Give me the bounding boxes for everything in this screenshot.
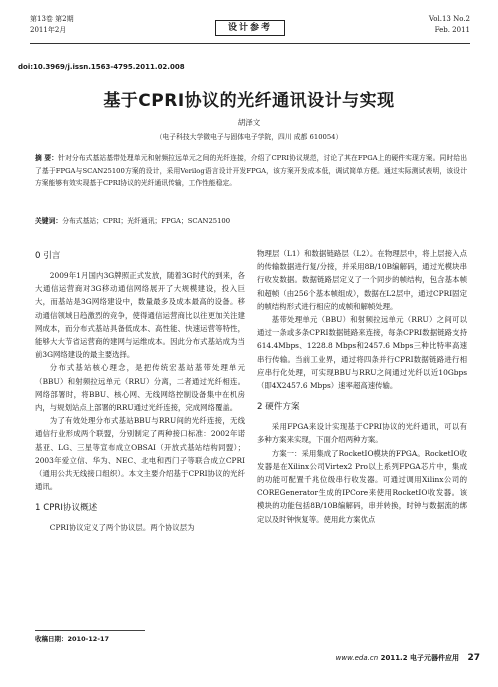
received-date: 收稿日期：2010-12-17 xyxy=(35,630,145,643)
paragraph: 为了有效处理分布式基站BBU与RRU间的光纤连接，无线通信行业形成两个联盟，分别制定了两种接口标准：2002年诺基亚、LG、三星等宣布成立OBSAI（开放式基站结构同盟）；2003年爱立信、华为、NEC、北电和西门子等联合成立CPRI（通用公共无线接口组织）。本文主要介绍基于CPRI协议的光纤通讯。 xyxy=(35,416,245,492)
section-badge: 设计参考 xyxy=(215,20,285,36)
header-left xyxy=(30,14,74,36)
page-number: 27 xyxy=(467,653,480,663)
section-heading-hardware: 2 硬件方案 xyxy=(257,402,300,413)
keywords-text: 分布式基站；CPRI；光纤通讯；FPGA；SCAN25100 xyxy=(62,217,231,225)
paragraph: 方案一：采用集成了RocketIO模块的FPGA。RocketIO收发器是在Xilinx公司Virtex2 Pro以上系列FPGA芯片中，集成的功能可配置千兆位级串行收发器。可通过调用Xilinx公司的COREGenerator生成的IPCore来使用RocketIO收发器。该模块的功能包括8B/10B编解码，串并转换，时钟与数据流的绑定以及时钟恢复等。使用此方案优点 xyxy=(257,448,467,524)
footer-journal: 2011.2 电子元器件应用 xyxy=(380,654,460,662)
author: 胡泽文 xyxy=(237,118,261,127)
section-heading-cpri: 1 CPRI协议概述 xyxy=(35,503,98,514)
doi: doi:10.3969/j.issn.1563-4795.2011.02.008 xyxy=(18,63,185,71)
volume-issue-en: Vol.13 No.2 xyxy=(428,15,470,23)
abstract xyxy=(35,152,467,190)
issue-date-en: Feb. 2011 xyxy=(434,26,470,34)
running-header xyxy=(30,14,470,44)
paragraph: 分布式基站核心理念，是把传统宏基站基带处理单元（BBU）和射频拉远单元（RRU）分离，二者通过光纤相连。网络部署时，将BBU、核心网、无线网络控制设备集中在机房内，与规划站点上部署的RRU通过光纤连接，完成网络覆盖。 xyxy=(35,363,245,413)
volume-issue: 第13卷 第2期 xyxy=(30,15,74,23)
footer-site: www.eda.cn xyxy=(335,654,379,662)
paragraph: CPRI协议定义了两个协议层。两个协议层为 xyxy=(49,523,195,533)
paper-title: 基于CPRI协议的光纤通讯设计与实现 xyxy=(103,91,395,111)
section-heading-intro: 0 引言 xyxy=(35,251,61,261)
keywords-label: 关键词： xyxy=(35,217,63,225)
keywords xyxy=(35,216,467,227)
abstract-label: 摘 要： xyxy=(35,154,59,162)
header-right xyxy=(429,14,470,36)
left-column xyxy=(35,247,245,535)
right-column xyxy=(257,247,467,526)
paragraph: 基带处理单元（BBU）和射频拉远单元（RRU）之间可以通过一条或多条CPRI数据链路来连接，每条CPRI数据链路支持614.4Mbps、1228.8 Mbps和2457.6 Mbps三种比特率高速串行传输。当前工业界，通过将四条并行CPRI数据链路进行相应串行化处理，可实现BBU与RRU之间通过光纤以近10Gbps（即4X2457.6 Mbps）速率超高速传输。 xyxy=(257,315,467,391)
paragraph: 2009年1月国内3G牌照正式发放，随着3G时代的到来，各大通信运营商对3G移动通信网络展开了大规模建设，投入巨大，而基站是3G网络建设中，数量最多及成本最高的设备。移动通信领域日趋激烈的竞争，使得通信运营商比以往更加关注建网成本，而分布式基站具备低成本、高性能、快速运营等特性，能够大大节省运营商的建网与运维成本。因此分布式基站成为当前3G网络建设的最主要选择。 xyxy=(35,271,245,360)
paragraph: 采用FPGA来设计实现基于CPRI协议的光纤通讯，可以有多种方案来实现，下面介绍两种方案。 xyxy=(257,422,467,445)
page-footer xyxy=(300,653,480,663)
paragraph: 物理层（L1）和数据链路层（L2）。在物理层中，将上层接入点的传输数据进行复/分接，并采用8B/10B编解码，通过光模块串行收发数据。数据链路层定义了一个同步的帧结构，包含基本帧和超帧（由256个基本帧组成），数据在L2层中，通过CPRI固定的帧结构形式进行相应的成帧和解帧处理。 xyxy=(257,249,467,311)
issue-date: 2011年2月 xyxy=(30,26,67,34)
abstract-text: 针对分布式基站基带处理单元和射频拉远单元之间的光纤连接，介绍了CPRI协议规范，讨论了其在FPGA上的硬件实现方案。同时给出了基于FPGA与SCAN25100方案的设计，采用Verilog语言设计开发FPGA，该方案开发成本低，调试简单方便。通过实际测试表明，该设计方案能够有效实现基于CPRI协议的光纤通讯传输，工作性能稳定。 xyxy=(35,154,468,187)
affiliation: （电子科技大学微电子与固体电子学院，四川 成都 610054） xyxy=(155,133,343,141)
